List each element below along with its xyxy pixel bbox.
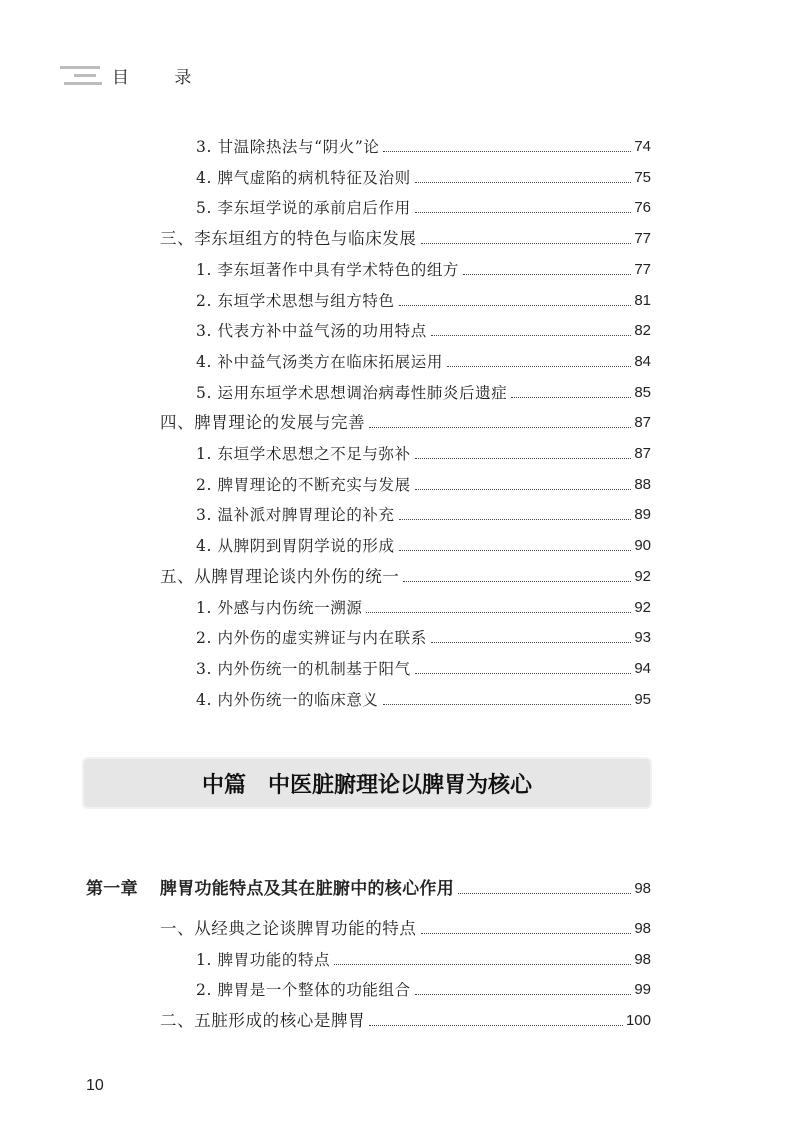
toc-entry-label: 二、五脏形成的核心是脾胃 [160,1010,366,1030]
toc-entry[interactable] [196,627,651,649]
toc-entry-label: 2. 东垣学术思想与组方特色 [196,291,395,310]
toc-entry[interactable] [160,228,651,250]
toc-entry[interactable] [196,597,651,619]
toc-entry[interactable] [196,167,651,189]
toc-entry[interactable] [196,197,651,219]
toc-entry-page: 77 [634,230,651,248]
toc-entry-label: 五、从脾胃理论谈内外伤的统一 [160,566,400,586]
toc-entry[interactable] [196,351,651,373]
toc-entry[interactable] [196,949,651,971]
toc-entry-page: 94 [634,659,651,677]
toc-entry[interactable] [196,443,651,465]
toc-entry-label: 3. 代表方补中益气汤的功用特点 [196,322,427,341]
leader-dots [415,212,632,213]
toc-entry-page: 98 [634,920,651,937]
toc-entry-label: 2. 内外伤的虚实辨证与内在联系 [196,629,427,648]
toc-entry[interactable] [196,979,651,1001]
toc-chapter-entry[interactable] [86,878,651,900]
leader-dots [421,933,632,934]
part-banner [84,759,650,807]
toc-entry-page: 87 [634,414,651,432]
leader-dots [415,994,632,995]
toc-entry-label: 3. 内外伤统一的机制基于阳气 [196,659,411,678]
leader-dots [366,612,631,613]
page-number: 10 [86,1077,104,1094]
chapter-title: 脾胃功能特点及其在脏腑中的核心作用 [159,879,455,898]
toc-entry-page: 89 [634,506,651,524]
leader-dots [458,893,631,894]
toc-entry-page: 92 [634,567,651,585]
toc-entry-page: 76 [634,199,651,217]
leader-dots [415,458,632,459]
toc-entry-label: 3. 温补派对脾胃理论的补充 [196,506,395,525]
chapter-number: 第一章 [86,879,138,898]
toc-entry[interactable] [196,658,651,680]
leader-dots [399,519,632,520]
toc-entry-page: 95 [634,690,651,708]
leader-dots [415,182,632,183]
toc-entry-label: 1. 脾胃功能的特点 [196,950,331,969]
toc-entry[interactable] [196,535,651,557]
toc-entry[interactable] [196,504,651,526]
leader-dots [334,964,631,965]
toc-entry[interactable] [196,259,651,281]
toc-entry-label: 四、脾胃理论的发展与完善 [160,413,366,433]
toc-entry-page: 93 [634,629,651,647]
toc-entry-label: 5. 运用东垣学术思想调治病毒性肺炎后遗症 [196,383,508,402]
toc-entry[interactable] [160,566,651,588]
toc-entry-page: 74 [634,138,651,155]
toc-entry-page: 88 [634,475,651,493]
toc-entry-label: 1. 东垣学术思想之不足与弥补 [196,445,411,463]
toc-entry-label: 1. 李东垣著作中具有学术特色的组方 [196,260,460,279]
toc-entry-label: 2. 脾胃理论的不断充实与发展 [196,475,411,494]
running-header [60,60,211,90]
toc-entry-label: 5. 李东垣学说的承前启后作用 [196,199,411,218]
leader-dots [431,335,631,336]
leader-dots [421,243,632,244]
header-title: 目 录 [112,67,212,88]
chapter-page: 98 [634,880,651,897]
leader-dots [383,704,632,705]
leader-dots [431,642,631,643]
leader-dots [369,427,631,428]
toc-entry-label: 4. 从脾阴到胃阴学说的形成 [196,537,395,556]
leader-dots [383,151,631,152]
toc-entry[interactable] [196,382,651,404]
leader-dots [415,673,632,674]
toc-entry-page: 84 [634,352,651,370]
toc-entry[interactable] [160,412,651,434]
leader-dots [511,397,631,398]
toc-entry-page: 82 [634,322,651,340]
toc-entry-label: 4. 补中益气汤类方在临床拓展运用 [196,352,443,371]
header-ornament-icon [60,62,104,88]
toc-entry-label: 三、李东垣组方的特色与临床发展 [160,229,417,249]
toc-entry-page: 75 [634,168,651,186]
leader-dots [415,489,632,490]
banner-part-title: 中医脏腑理论以脾胃为核心 [268,772,533,798]
toc-entry[interactable] [196,689,651,711]
toc-entry-label: 3. 甘温除热法与“阴火”论 [196,138,380,156]
toc-entry-page: 100 [625,1011,651,1029]
toc-entry-label: 2. 脾胃是一个整体的功能组合 [196,981,411,999]
leader-dots [399,550,632,551]
leader-dots [463,274,631,275]
toc-entry-page: 99 [634,981,651,998]
banner-part-label: 中篇 [201,772,246,798]
toc-entry-page: 81 [634,291,651,309]
leader-dots [399,305,632,306]
toc-entry-page: 90 [634,537,651,555]
toc-entry[interactable] [196,136,651,158]
toc-entry[interactable] [196,290,651,312]
leader-dots [369,1025,623,1026]
toc-entry[interactable] [196,474,651,496]
toc-entry-label: 4. 脾气虚陷的病机特征及治则 [196,168,411,187]
leader-dots [447,366,631,367]
toc-entry[interactable] [196,320,651,342]
toc-entry[interactable] [160,918,651,940]
toc-entry-page: 87 [634,445,651,462]
leader-dots [403,581,631,582]
toc-entry-page: 92 [634,598,651,616]
toc-entry-page: 77 [634,260,651,278]
toc-entry-label: 一、从经典之论谈脾胃功能的特点 [160,919,417,938]
toc-entry-page: 85 [634,383,651,401]
toc-entry-label: 1. 外感与内伤统一溯源 [196,598,363,617]
toc-entry-label: 4. 内外伤统一的临床意义 [196,690,379,709]
toc-entry[interactable] [160,1010,651,1032]
toc-entry-page: 98 [634,950,651,968]
